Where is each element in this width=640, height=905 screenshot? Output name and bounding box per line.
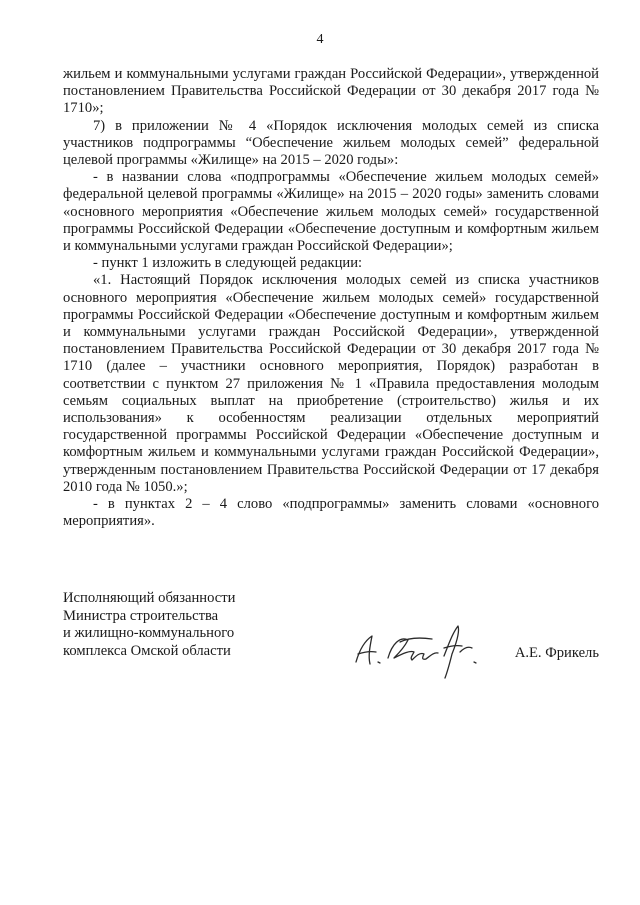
paragraph-5: «1. Настоящий Порядок исключения молодых семей из списка участников основного мероприятия «Обеспечение жильем молодых семей» государственной программы Российской Федерации «Обеспечение доступным и комфортным жильем и коммунальными услугами граждан Российской Федерации», утвержденной постановлением Правительства Российской Федерации от 30 декабря 2017 года № 1710 (далее – участники основного мероприятия, Порядок) разработан в соответствии с пунктом 27 приложения № 1 «Правила предоставления молодым семьям социальных выплат на приобретение (строительство) жилья и их использования» к особенностям реализации отдельных мероприятий государственной программы Российской Федерации «Обеспечение доступным и комфортным жильем и коммунальными услугами граждан Российской Федерации», утвержденным постановлением Правительства Российской Федерации от 17 декабря 2010 года № 1050.»; [63, 272, 599, 495]
signer-title-line-1: Исполняющий обязанности [63, 590, 236, 606]
signer-name: А.Е. Фрикель [514, 645, 599, 661]
paragraph-6: - в пунктах 2 – 4 слово «подпрограммы» заменить словами «основного мероприятия». [63, 496, 599, 530]
paragraph-1: жильем и коммунальными услугами граждан Российской Федерации», утвержденной постановлением Правительства Российской Федерации от 30 декабря 2017 года № 1710»; [63, 66, 599, 117]
signer-title-line-2: Министра строительства [63, 607, 219, 624]
paragraph-3: - в названии слова «подпрограммы «Обеспечение жильем молодых семей» федеральной целевой программы «Жилище» на 2015 – 2020 годы» заменить словами «основного мероприятия «Обеспечение жильем молодых семей» государственной программы Российской Федерации «Обеспечение доступным и комфортным жильем и коммунальными услугами граждан Российской Федерации»; [63, 169, 599, 255]
signer-title [63, 590, 235, 660]
signature-block [63, 590, 599, 680]
document-body [63, 66, 599, 530]
paragraph-4: - пункт 1 изложить в следующей редакции: [93, 255, 363, 272]
handwritten-signature [348, 618, 483, 680]
signer-title-line-4: комплекса Омской области [63, 642, 231, 659]
page-number: 4 [316, 32, 324, 47]
paragraph-2: 7) в приложении № 4 «Порядок исключения молодых семей из списка участников подпрограммы “Обеспечение жильем молодых семей” федеральной целевой программы «Жилище» на 2015 – 2020 годы»: [63, 117, 599, 169]
signer-title-line-3: и жилищно-коммунального [63, 625, 235, 642]
